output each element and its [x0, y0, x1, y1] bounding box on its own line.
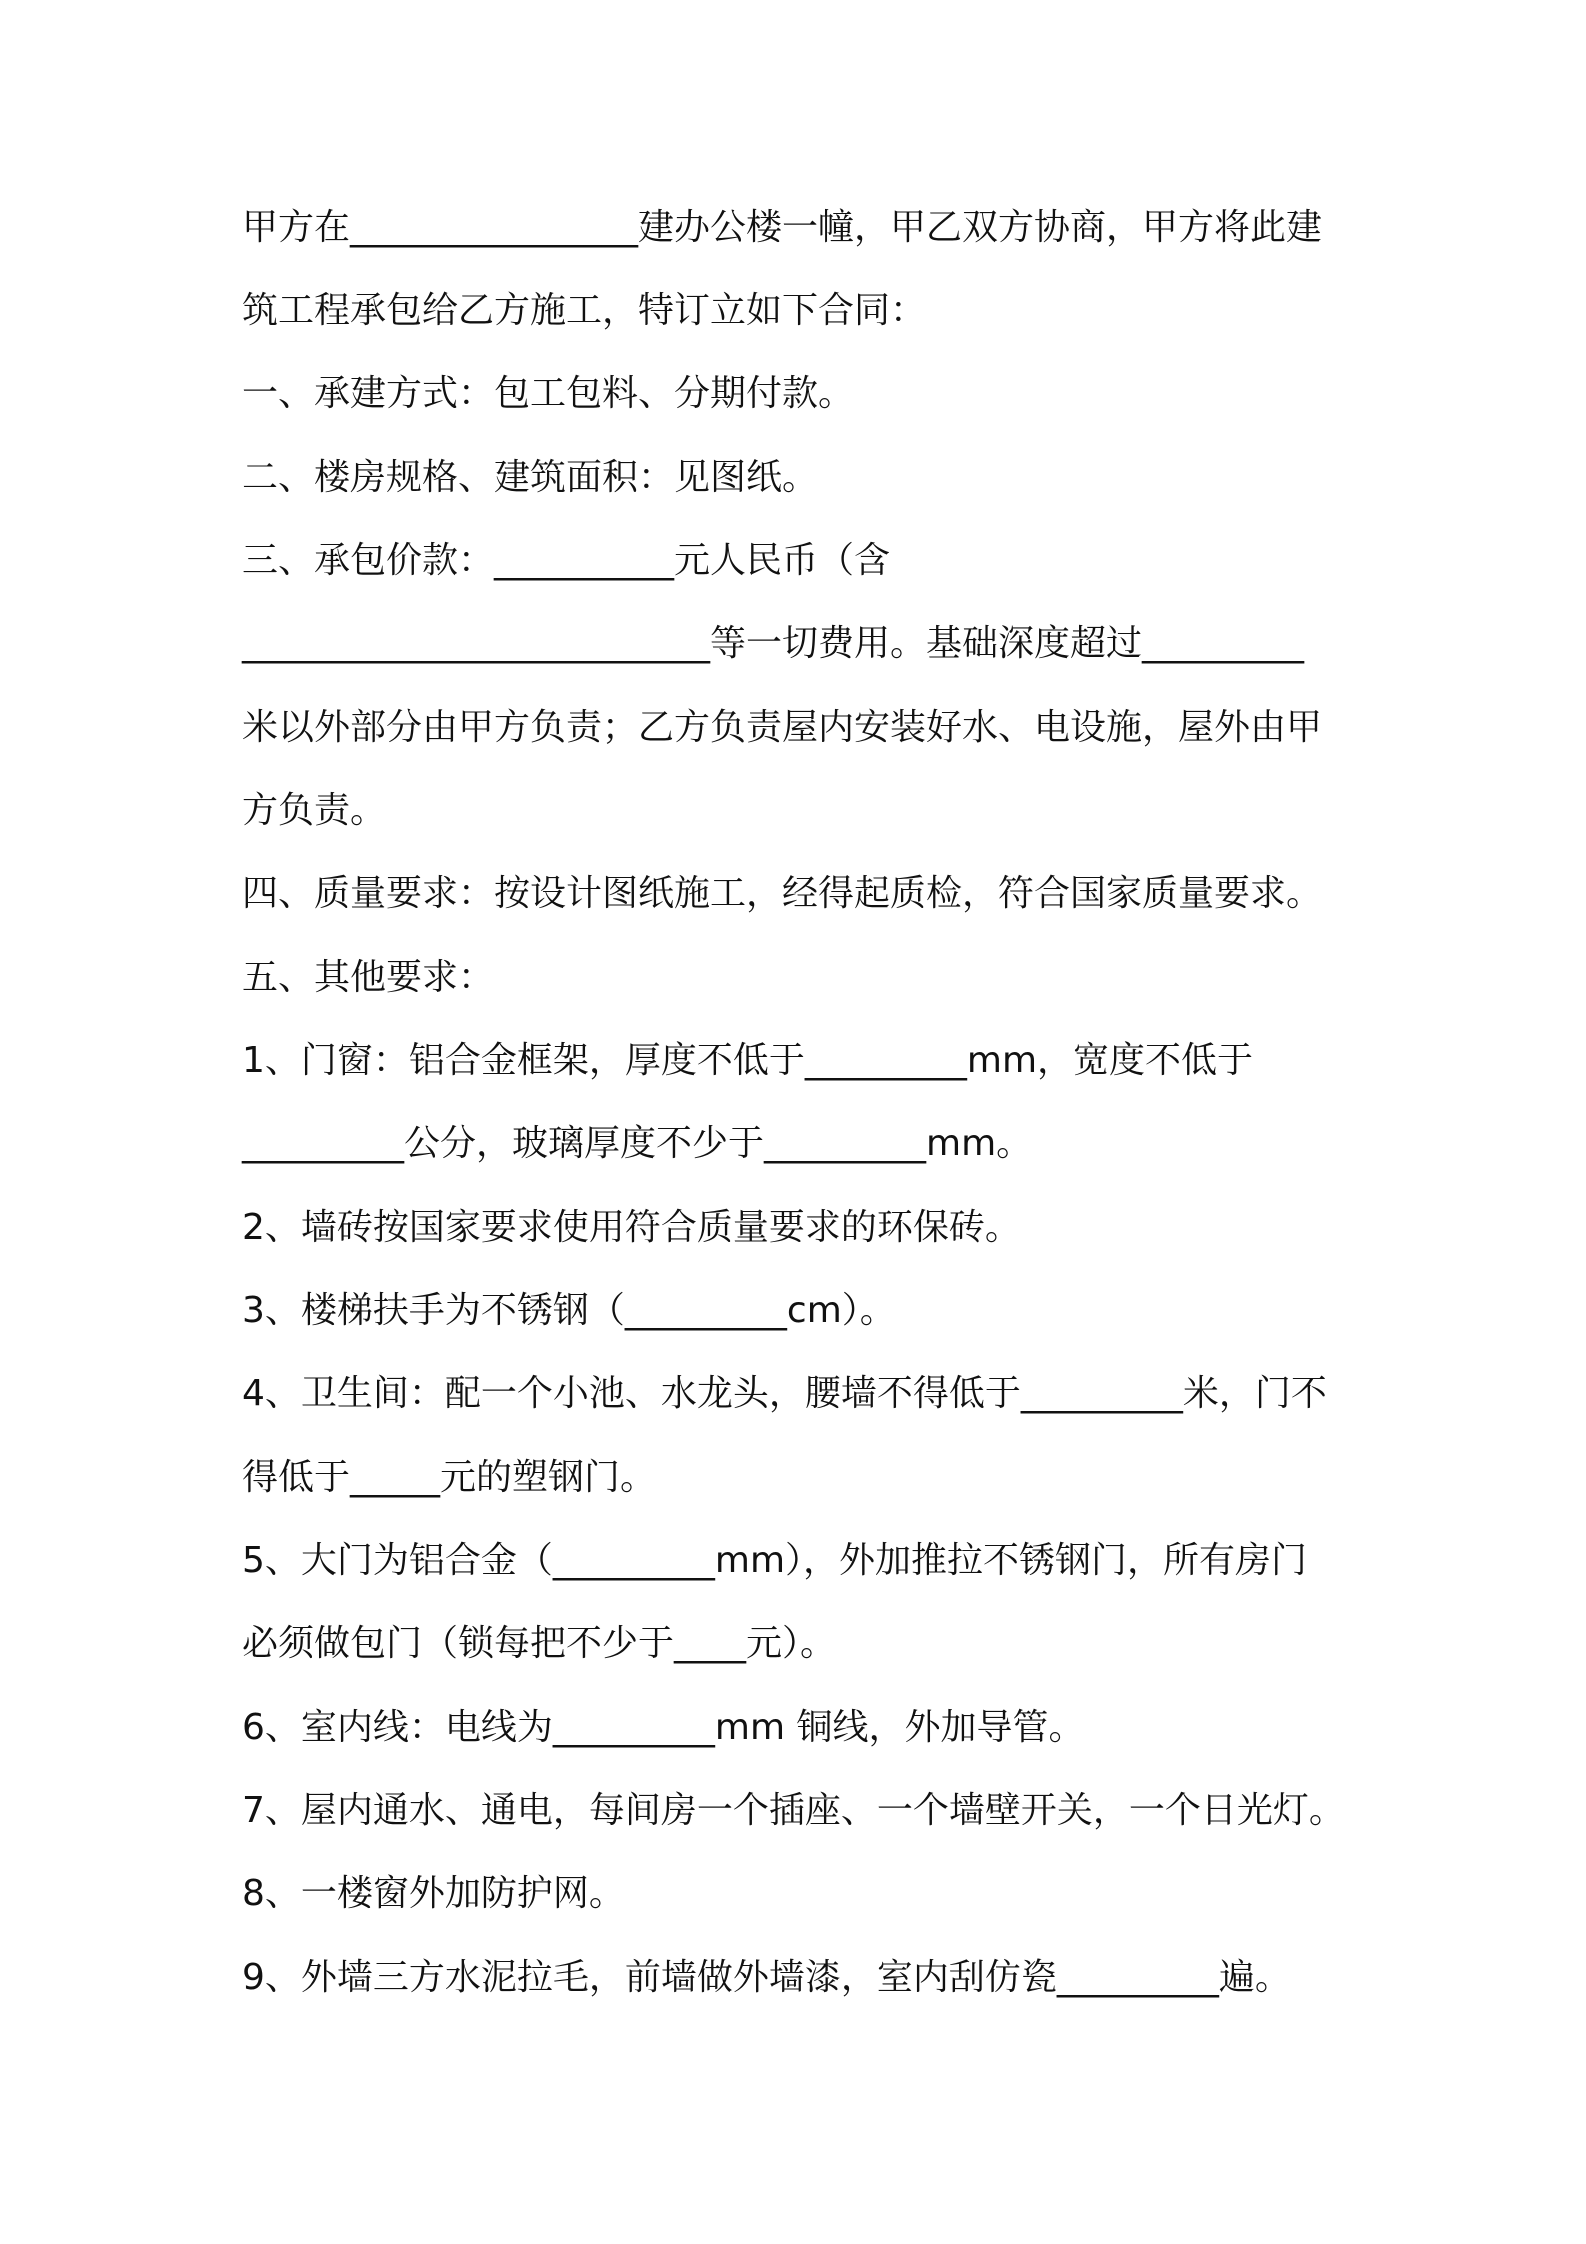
item-1-windows-line-1: 1、门窗：铝合金框架，厚度不低于_________mm，宽度不低于: [242, 1040, 1254, 1081]
item-2-wall-tiles: 2、墙砖按国家要求使用符合质量要求的环保砖。: [242, 1207, 1021, 1248]
clause-3-price-line-4: 方负责。: [242, 790, 387, 831]
item-3-handrail: 3、楼梯扶手为不锈钢（_________cm）。: [242, 1290, 896, 1331]
clause-3-price-line-2: __________________________等一切费用。基础深度超过_________: [242, 623, 1305, 664]
clause-4-quality: 四、质量要求：按设计图纸施工，经得起质检，符合国家质量要求。: [242, 873, 1323, 914]
item-4-bathroom-line-1: 4、卫生间：配一个小池、水龙头，腰墙不得低于_________米，门不: [242, 1373, 1327, 1414]
item-6-wiring: 6、室内线：电线为_________mm 铜线，外加导管。: [242, 1707, 1085, 1748]
item-4-bathroom-line-2: 得低于_____元的塑钢门。: [242, 1457, 657, 1498]
clause-5-heading: 五、其他要求：: [242, 957, 495, 998]
item-5-main-door-line-2: 必须做包门（锁每把不少于____元）。: [242, 1623, 837, 1664]
item-5-main-door-line-1: 5、大门为铝合金（_________mm），外加推拉不锈钢门，所有房门: [242, 1540, 1308, 1581]
clause-2-building-spec: 二、楼房规格、建筑面积：见图纸。: [242, 457, 819, 498]
contract-intro-line-1: 甲方在________________建办公楼一幢，甲乙双方协商，甲方将此建: [242, 207, 1323, 248]
item-8-security-net: 8、一楼窗外加防护网。: [242, 1873, 625, 1914]
item-9-exterior-walls: 9、外墙三方水泥拉毛，前墙做外墙漆，室内刮仿瓷_________遍。: [242, 1957, 1291, 1998]
item-7-utilities: 7、屋内通水、通电，每间房一个插座、一个墙壁开关，一个日光灯。: [242, 1790, 1345, 1831]
item-1-windows-line-2: _________公分，玻璃厚度不少于_________mm。: [242, 1123, 1033, 1164]
clause-1-construction-method: 一、承建方式：包工包料、分期付款。: [242, 373, 855, 414]
contract-intro-line-2: 筑工程承包给乙方施工，特订立如下合同：: [242, 290, 927, 331]
clause-3-price-line-1: 三、承包价款：__________元人民币（含: [242, 540, 891, 581]
clause-3-price-line-3: 米以外部分由甲方负责；乙方负责屋内安装好水、电设施，屋外由甲: [242, 707, 1323, 748]
